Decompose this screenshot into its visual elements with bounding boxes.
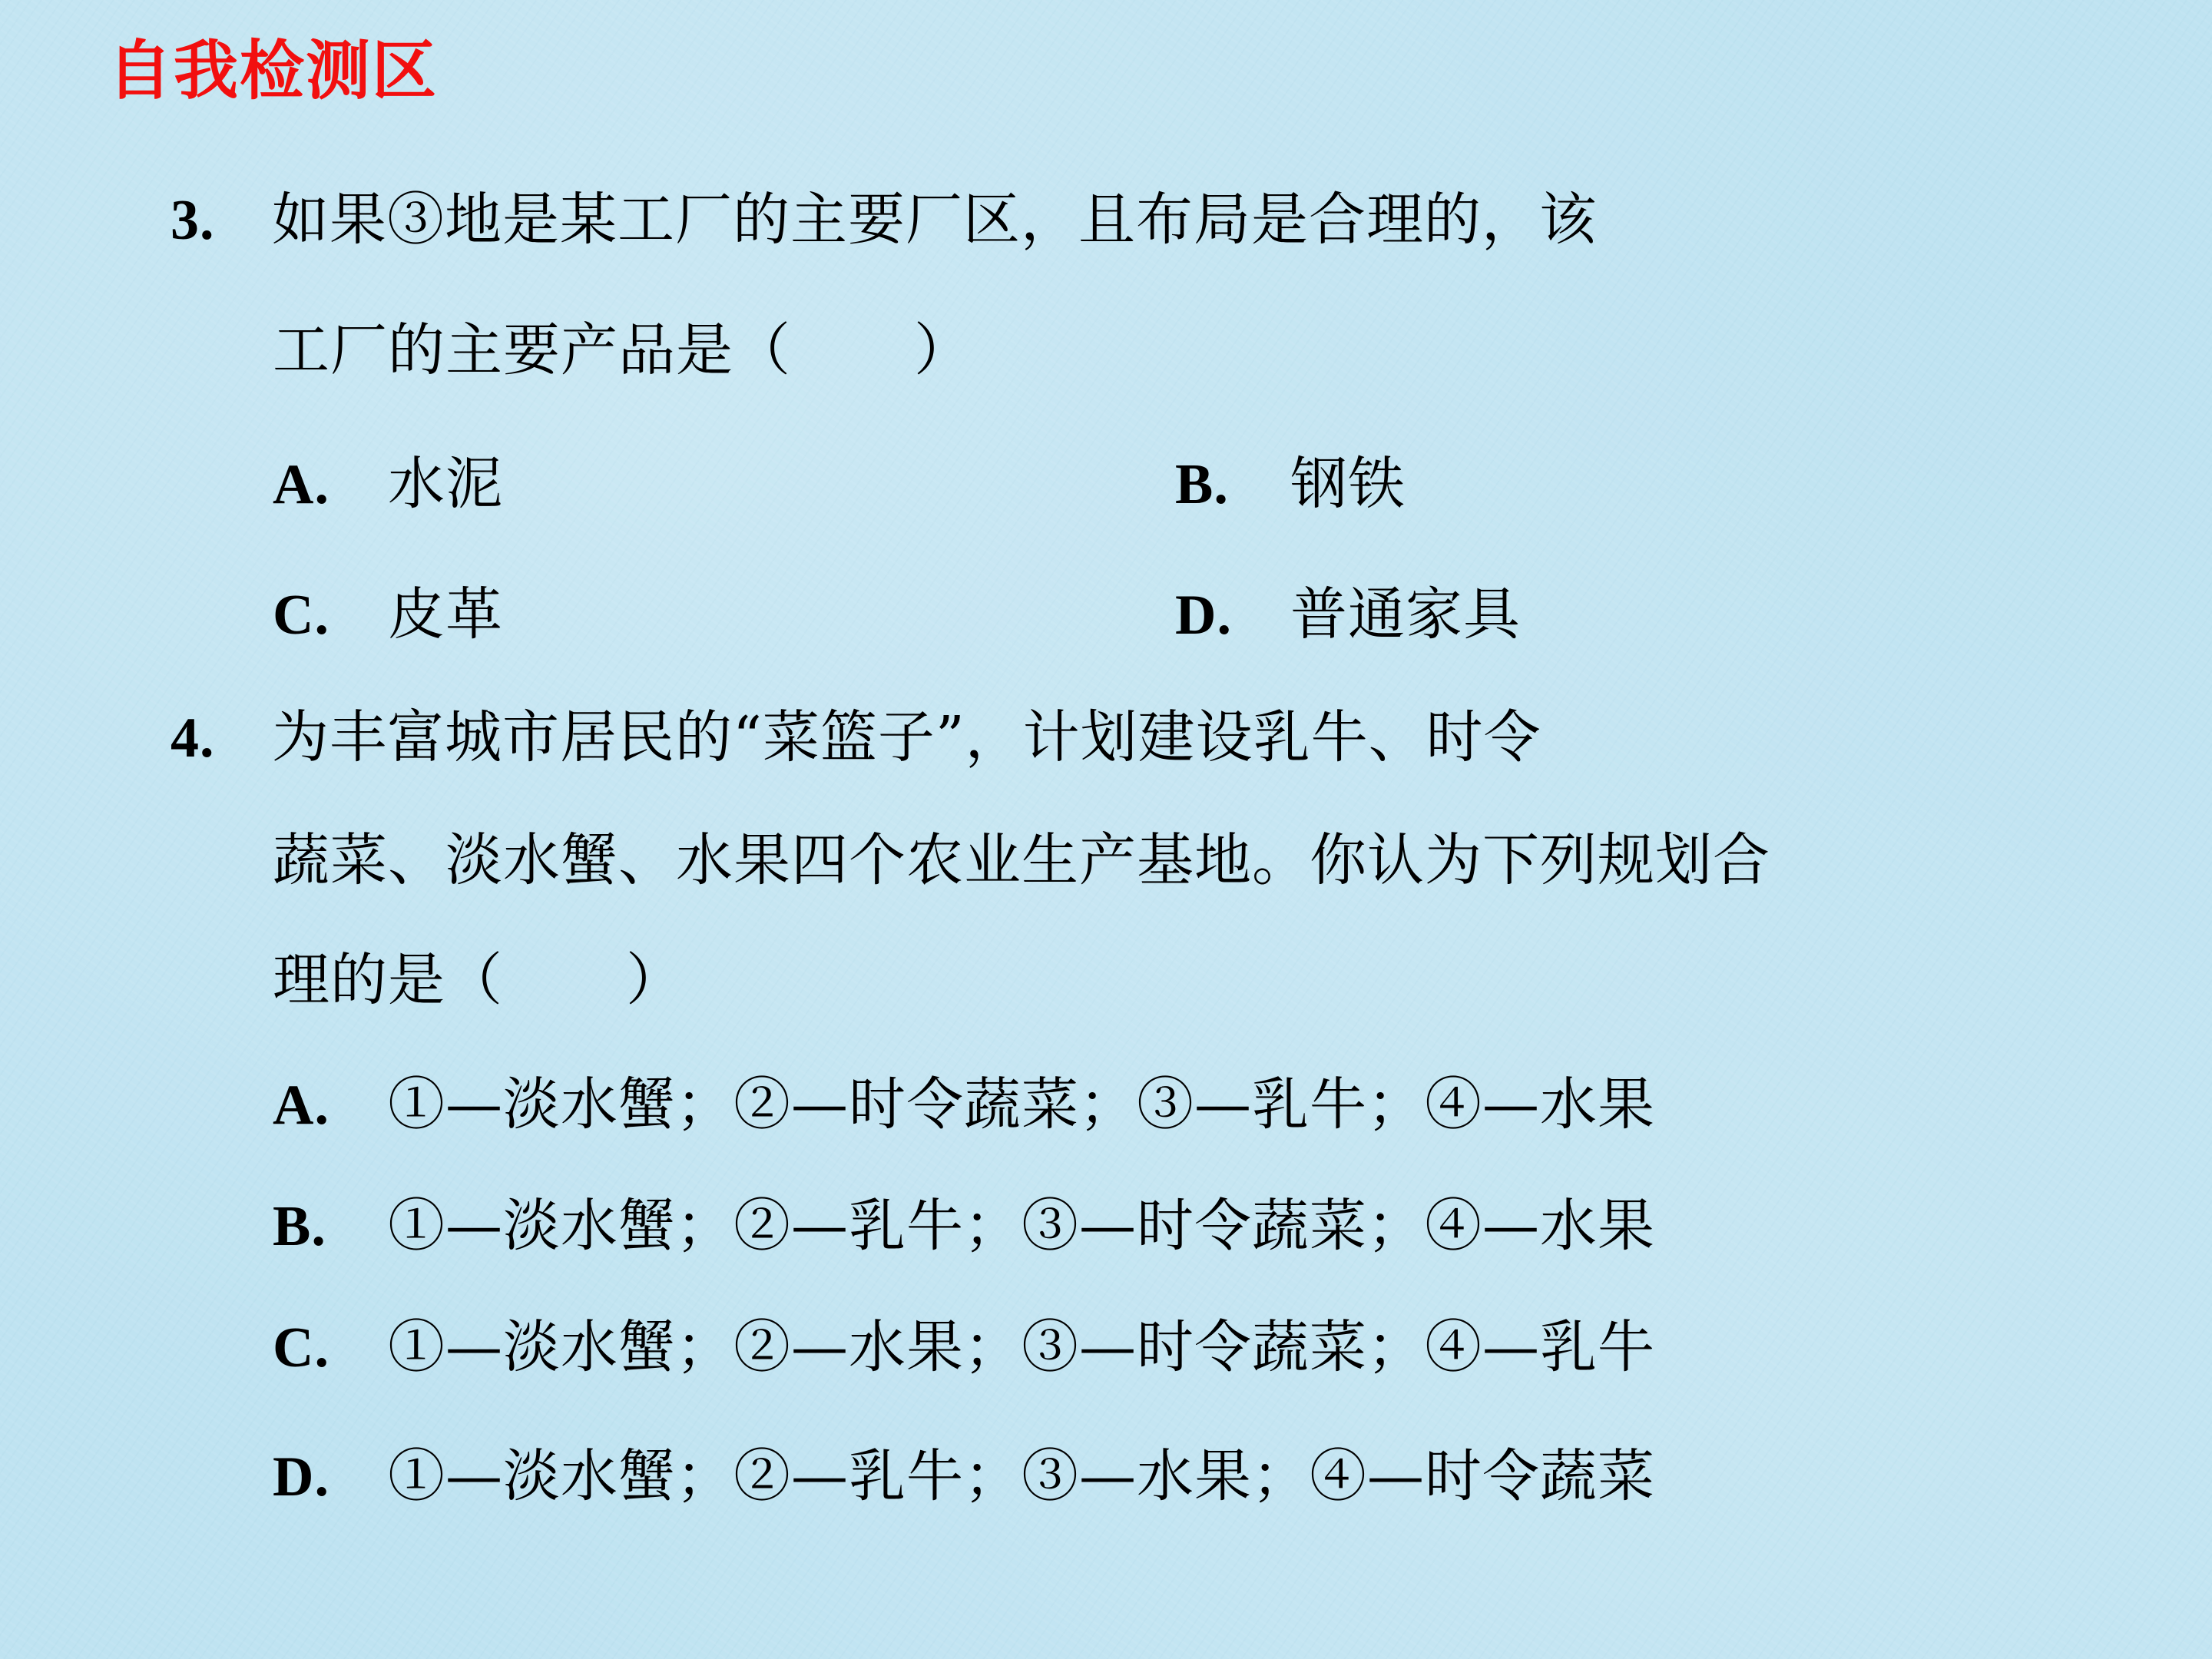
question-3-line-1: [171, 183, 1597, 257]
option-letter: A.: [273, 1074, 329, 1137]
question-stem: 理的是（: [273, 947, 503, 1013]
option-3b: [1175, 447, 1406, 522]
option-4b: [273, 1189, 1655, 1263]
question-number: 3.: [171, 189, 215, 252]
question-number: 4.: [171, 707, 215, 770]
option-letter: B.: [1175, 453, 1229, 516]
question-4-line-3: [273, 943, 684, 1017]
option-3d: [1175, 578, 1521, 652]
option-text: 皮革: [388, 581, 503, 647]
question-3-line-2: [273, 313, 972, 387]
option-letter: C.: [273, 1316, 329, 1379]
option-text: ①—淡水蟹；②—乳牛；③—时令蔬菜；④—水果: [388, 1193, 1655, 1259]
option-text: ①—淡水蟹；②—水果；③—时令蔬菜；④—乳牛: [388, 1314, 1655, 1380]
option-letter: D.: [273, 1445, 329, 1508]
question-4-line-2: [273, 823, 1770, 897]
option-text: ①—淡水蟹；②—乳牛；③—水果；④—时令蔬菜: [388, 1443, 1655, 1509]
option-3c: [273, 578, 503, 652]
question-stem-close: ）: [914, 317, 972, 383]
question-stem: 如果③地是某工厂的主要厂区，且布局是合理的，该: [272, 187, 1597, 253]
question-stem: 工厂的主要产品是（: [273, 317, 791, 383]
option-4a: [273, 1068, 1655, 1142]
option-4c: [273, 1310, 1655, 1385]
question-stem: 蔬菜、淡水蟹、水果四个农业生产基地。你认为下列规划合: [273, 827, 1770, 893]
option-text: 钢铁: [1290, 451, 1406, 517]
option-text: 普通家具: [1290, 581, 1521, 647]
option-letter: D.: [1175, 584, 1232, 647]
option-3a: [273, 447, 503, 522]
option-letter: C.: [273, 584, 329, 647]
option-4d: [273, 1439, 1655, 1514]
option-text: 水泥: [388, 451, 503, 517]
question-stem: 为丰富城市居民的“菜篮子”，计划建设乳牛、时令: [272, 704, 1541, 770]
question-stem-close: ）: [626, 947, 684, 1013]
section-title: 自我检测区: [108, 33, 439, 108]
option-letter: A.: [273, 453, 329, 516]
question-4-line-1: [171, 700, 1541, 775]
option-text: ①—淡水蟹；②—时令蔬菜；③—乳牛；④—水果: [388, 1071, 1655, 1137]
option-letter: B.: [273, 1195, 326, 1258]
